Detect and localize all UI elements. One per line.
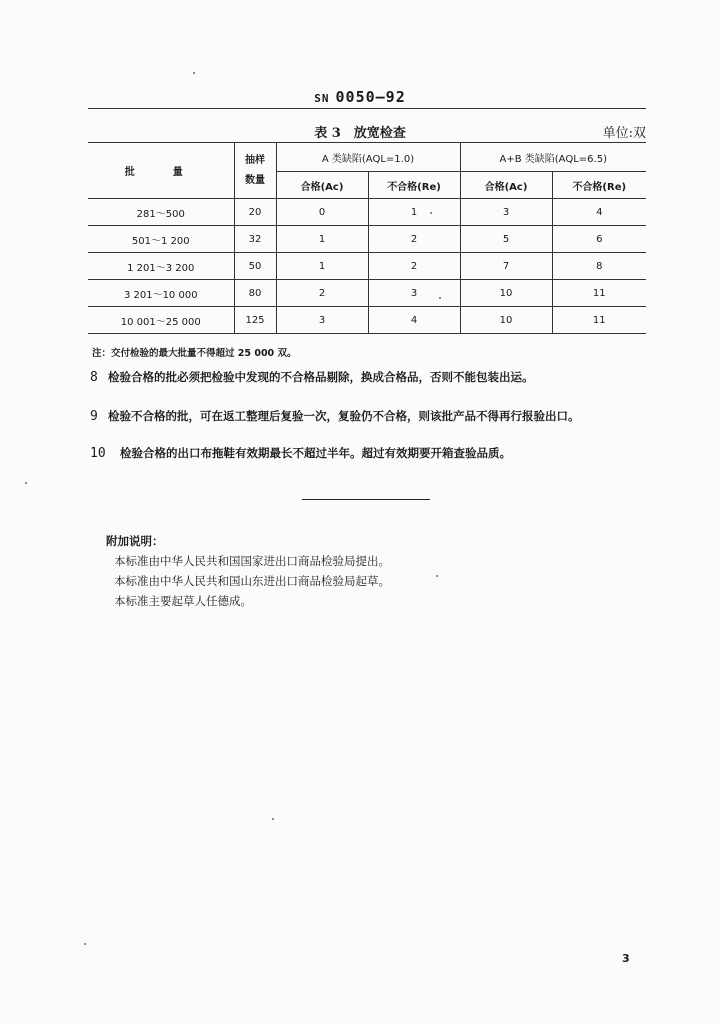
- scan-speck: [272, 818, 274, 820]
- page-number: 3: [622, 952, 630, 965]
- appendix-line: 本标准由中华人民共和国国家进出口商品检验局提出。: [114, 554, 390, 568]
- table-unit: 单位:双: [602, 126, 646, 141]
- cell-a-accept: 1: [276, 226, 368, 253]
- appendix-title: 附加说明：: [106, 534, 164, 548]
- col-a-accept: 合格(Ac): [276, 172, 368, 199]
- scan-speck: [193, 72, 195, 74]
- scan-speck: [439, 297, 441, 299]
- cell-ab-reject: 8: [552, 253, 646, 280]
- cell-ab-accept: 10: [460, 280, 552, 307]
- table-row: [88, 199, 646, 226]
- table-row: [88, 226, 646, 253]
- clause-10: [90, 445, 650, 461]
- end-rule: [302, 499, 430, 500]
- cell-ab-accept: 3: [460, 199, 552, 226]
- appendix: [106, 531, 390, 611]
- cell-a-accept: 2: [276, 280, 368, 307]
- cell-a-reject: 1: [368, 199, 460, 226]
- cell-batch: 1 201～3 200: [88, 253, 234, 280]
- relaxed-inspection-table: [88, 142, 646, 334]
- scan-speck: [430, 212, 432, 214]
- scan-speck: [25, 482, 27, 484]
- table-row: [88, 307, 646, 334]
- cell-ab-accept: 7: [460, 253, 552, 280]
- table-note: 注：交付检验的最大批量不得超过 25 000 双。: [92, 348, 297, 359]
- cell-ab-reject: 6: [552, 226, 646, 253]
- clause-9: [90, 408, 650, 424]
- cell-sample: 125: [234, 307, 276, 334]
- cell-sample: 20: [234, 199, 276, 226]
- col-group-ab-defects: A+B 类缺陷(AQL=6.5): [460, 143, 646, 172]
- cell-a-reject: 4: [368, 307, 460, 334]
- cell-sample: 32: [234, 226, 276, 253]
- scan-speck: [436, 575, 438, 577]
- clause-number: 9: [90, 409, 98, 424]
- cell-a-accept: 1: [276, 253, 368, 280]
- cell-a-reject: 3: [368, 280, 460, 307]
- standard-code-header: [0, 88, 720, 106]
- col-ab-reject: 不合格(Re): [552, 172, 646, 199]
- cell-a-reject: 2: [368, 226, 460, 253]
- standard-number: 0050—92: [335, 88, 406, 106]
- clause-text: 检验合格的出口布拖鞋有效期最长不超过半年。超过有效期要开箱查验品质。: [120, 446, 512, 460]
- col-batch-size: 批 量: [88, 143, 234, 199]
- appendix-line: 本标准由中华人民共和国山东进出口商品检验局起草。: [114, 574, 390, 588]
- clause-number: 8: [90, 370, 98, 385]
- cell-ab-reject: 4: [552, 199, 646, 226]
- cell-a-accept: 3: [276, 307, 368, 334]
- col-ab-accept: 合格(Ac): [460, 172, 552, 199]
- scan-speck: [84, 943, 86, 945]
- table-row: [88, 280, 646, 307]
- clause-8: [90, 369, 650, 385]
- table-row: [88, 253, 646, 280]
- cell-sample: 50: [234, 253, 276, 280]
- cell-sample: 80: [234, 280, 276, 307]
- cell-batch: 501～1 200: [88, 226, 234, 253]
- clause-text: 检验合格的批必须把检验中发现的不合格品剔除，换成合格品，否则不能包装出运。: [108, 370, 534, 384]
- col-a-reject: 不合格(Re): [368, 172, 460, 199]
- header-rule: [88, 108, 646, 109]
- appendix-line: 本标准主要起草人任德成。: [114, 594, 252, 608]
- col-sample-size: [234, 143, 276, 199]
- cell-ab-accept: 10: [460, 307, 552, 334]
- col-sample-size-label: 抽样 数量: [245, 154, 265, 186]
- cell-ab-reject: 11: [552, 280, 646, 307]
- cell-ab-reject: 11: [552, 307, 646, 334]
- standard-prefix: SN: [314, 92, 330, 105]
- cell-batch: 281～500: [88, 199, 234, 226]
- table-caption: 表 3 放宽检查: [314, 126, 406, 141]
- cell-batch: 10 001～25 000: [88, 307, 234, 334]
- cell-a-accept: 0: [276, 199, 368, 226]
- col-group-a-defects: A 类缺陷(AQL=1.0): [276, 143, 460, 172]
- cell-batch: 3 201～10 000: [88, 280, 234, 307]
- clause-text: 检验不合格的批，可在返工整理后复验一次，复验仍不合格，则该批产品不得再行报验出口。: [108, 409, 580, 423]
- cell-a-reject: 2: [368, 253, 460, 280]
- clause-number: 10: [90, 446, 106, 461]
- cell-ab-accept: 5: [460, 226, 552, 253]
